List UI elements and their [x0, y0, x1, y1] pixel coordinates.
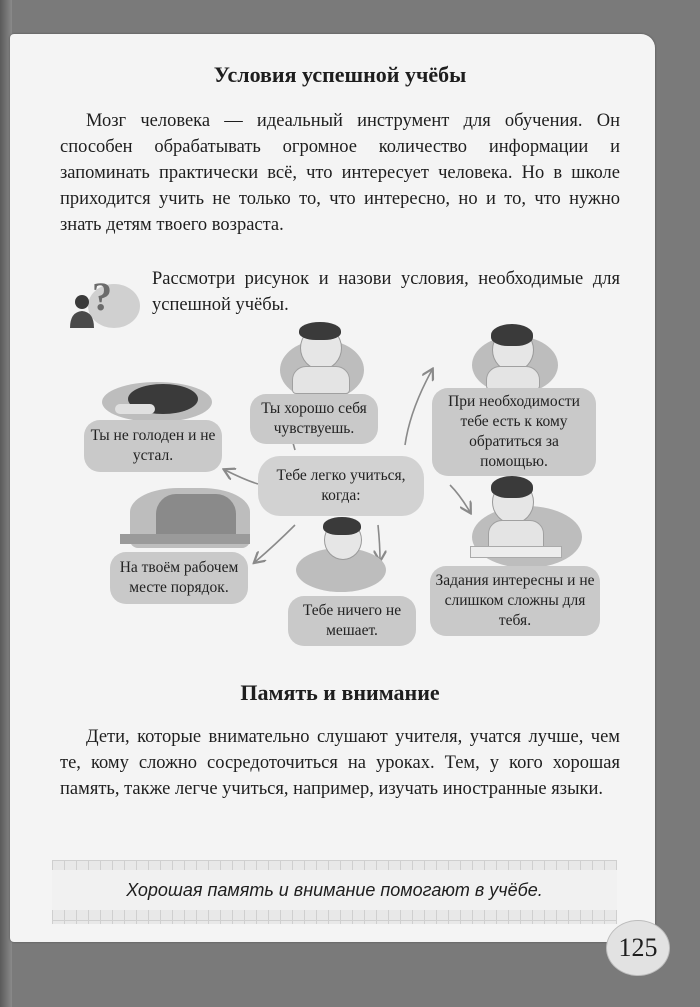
conclusion-sentence: Хорошая память и внимание помогают в учёбе.	[126, 880, 543, 900]
child-feel-well-hair	[299, 322, 341, 340]
child-no-distraction-hair	[323, 517, 361, 535]
condition-not-hungry: Ты не голоден и не устал.	[84, 420, 222, 472]
child-help-hair	[491, 324, 533, 346]
condition-interesting-tasks: Задания интересны и не слишком сложны для тебя.	[430, 566, 600, 636]
section-title-conditions: Условия успешной учёбы	[213, 62, 467, 87]
arrow-to-workplace	[255, 525, 295, 562]
section-title-memory: Память и внимание	[240, 680, 440, 705]
arrow-to-not-hungry	[225, 470, 258, 484]
child-help-body	[486, 366, 540, 390]
diagram-center: Тебе легко учиться, когда:	[258, 456, 424, 516]
memory-paragraph: Дети, которые внимательно слушают учителя, учатся лучше, чем те, кому сложно сосредоточиться на уроках. Тем, у кого хорошая память, также легче учиться, например, изучать иностранные языки.	[60, 727, 620, 799]
notebook	[470, 546, 562, 558]
child-feel-well-body	[292, 366, 350, 394]
workplace-chair-figure	[156, 494, 236, 538]
intro-paragraph: Мозг человека — идеальный инструмент для обучения. Он способен обрабатывать огромное количество информации и запоминать практически всё, что интересует человека. Но в школе приходится учить не только то, что интересно, но и то, что нужно знать детям твоего возраста.	[60, 111, 620, 235]
study-conditions-diagram	[60, 320, 626, 660]
condition-no-distraction: Тебе ничего не мешает.	[288, 596, 416, 646]
sleeping-child-arm	[115, 404, 155, 414]
arrow-to-help	[405, 370, 432, 445]
svg-text:?: ?	[92, 274, 112, 319]
page-number: 125	[606, 920, 670, 976]
condition-help-available: При необходимости тебе есть к кому обратиться за помощью.	[432, 388, 596, 476]
arrow-to-tasks	[450, 485, 470, 512]
arrow-to-no-distraction	[378, 525, 380, 560]
task-text: Рассмотри рисунок и назови условия, необходимые для успешной учёбы.	[152, 269, 620, 315]
child-tasks-hair	[491, 476, 533, 498]
condition-feel-well: Ты хорошо себя чувствуешь.	[250, 394, 378, 444]
condition-workplace-order: На твоём рабочем месте порядок.	[110, 552, 248, 604]
workplace-desk	[120, 534, 250, 544]
